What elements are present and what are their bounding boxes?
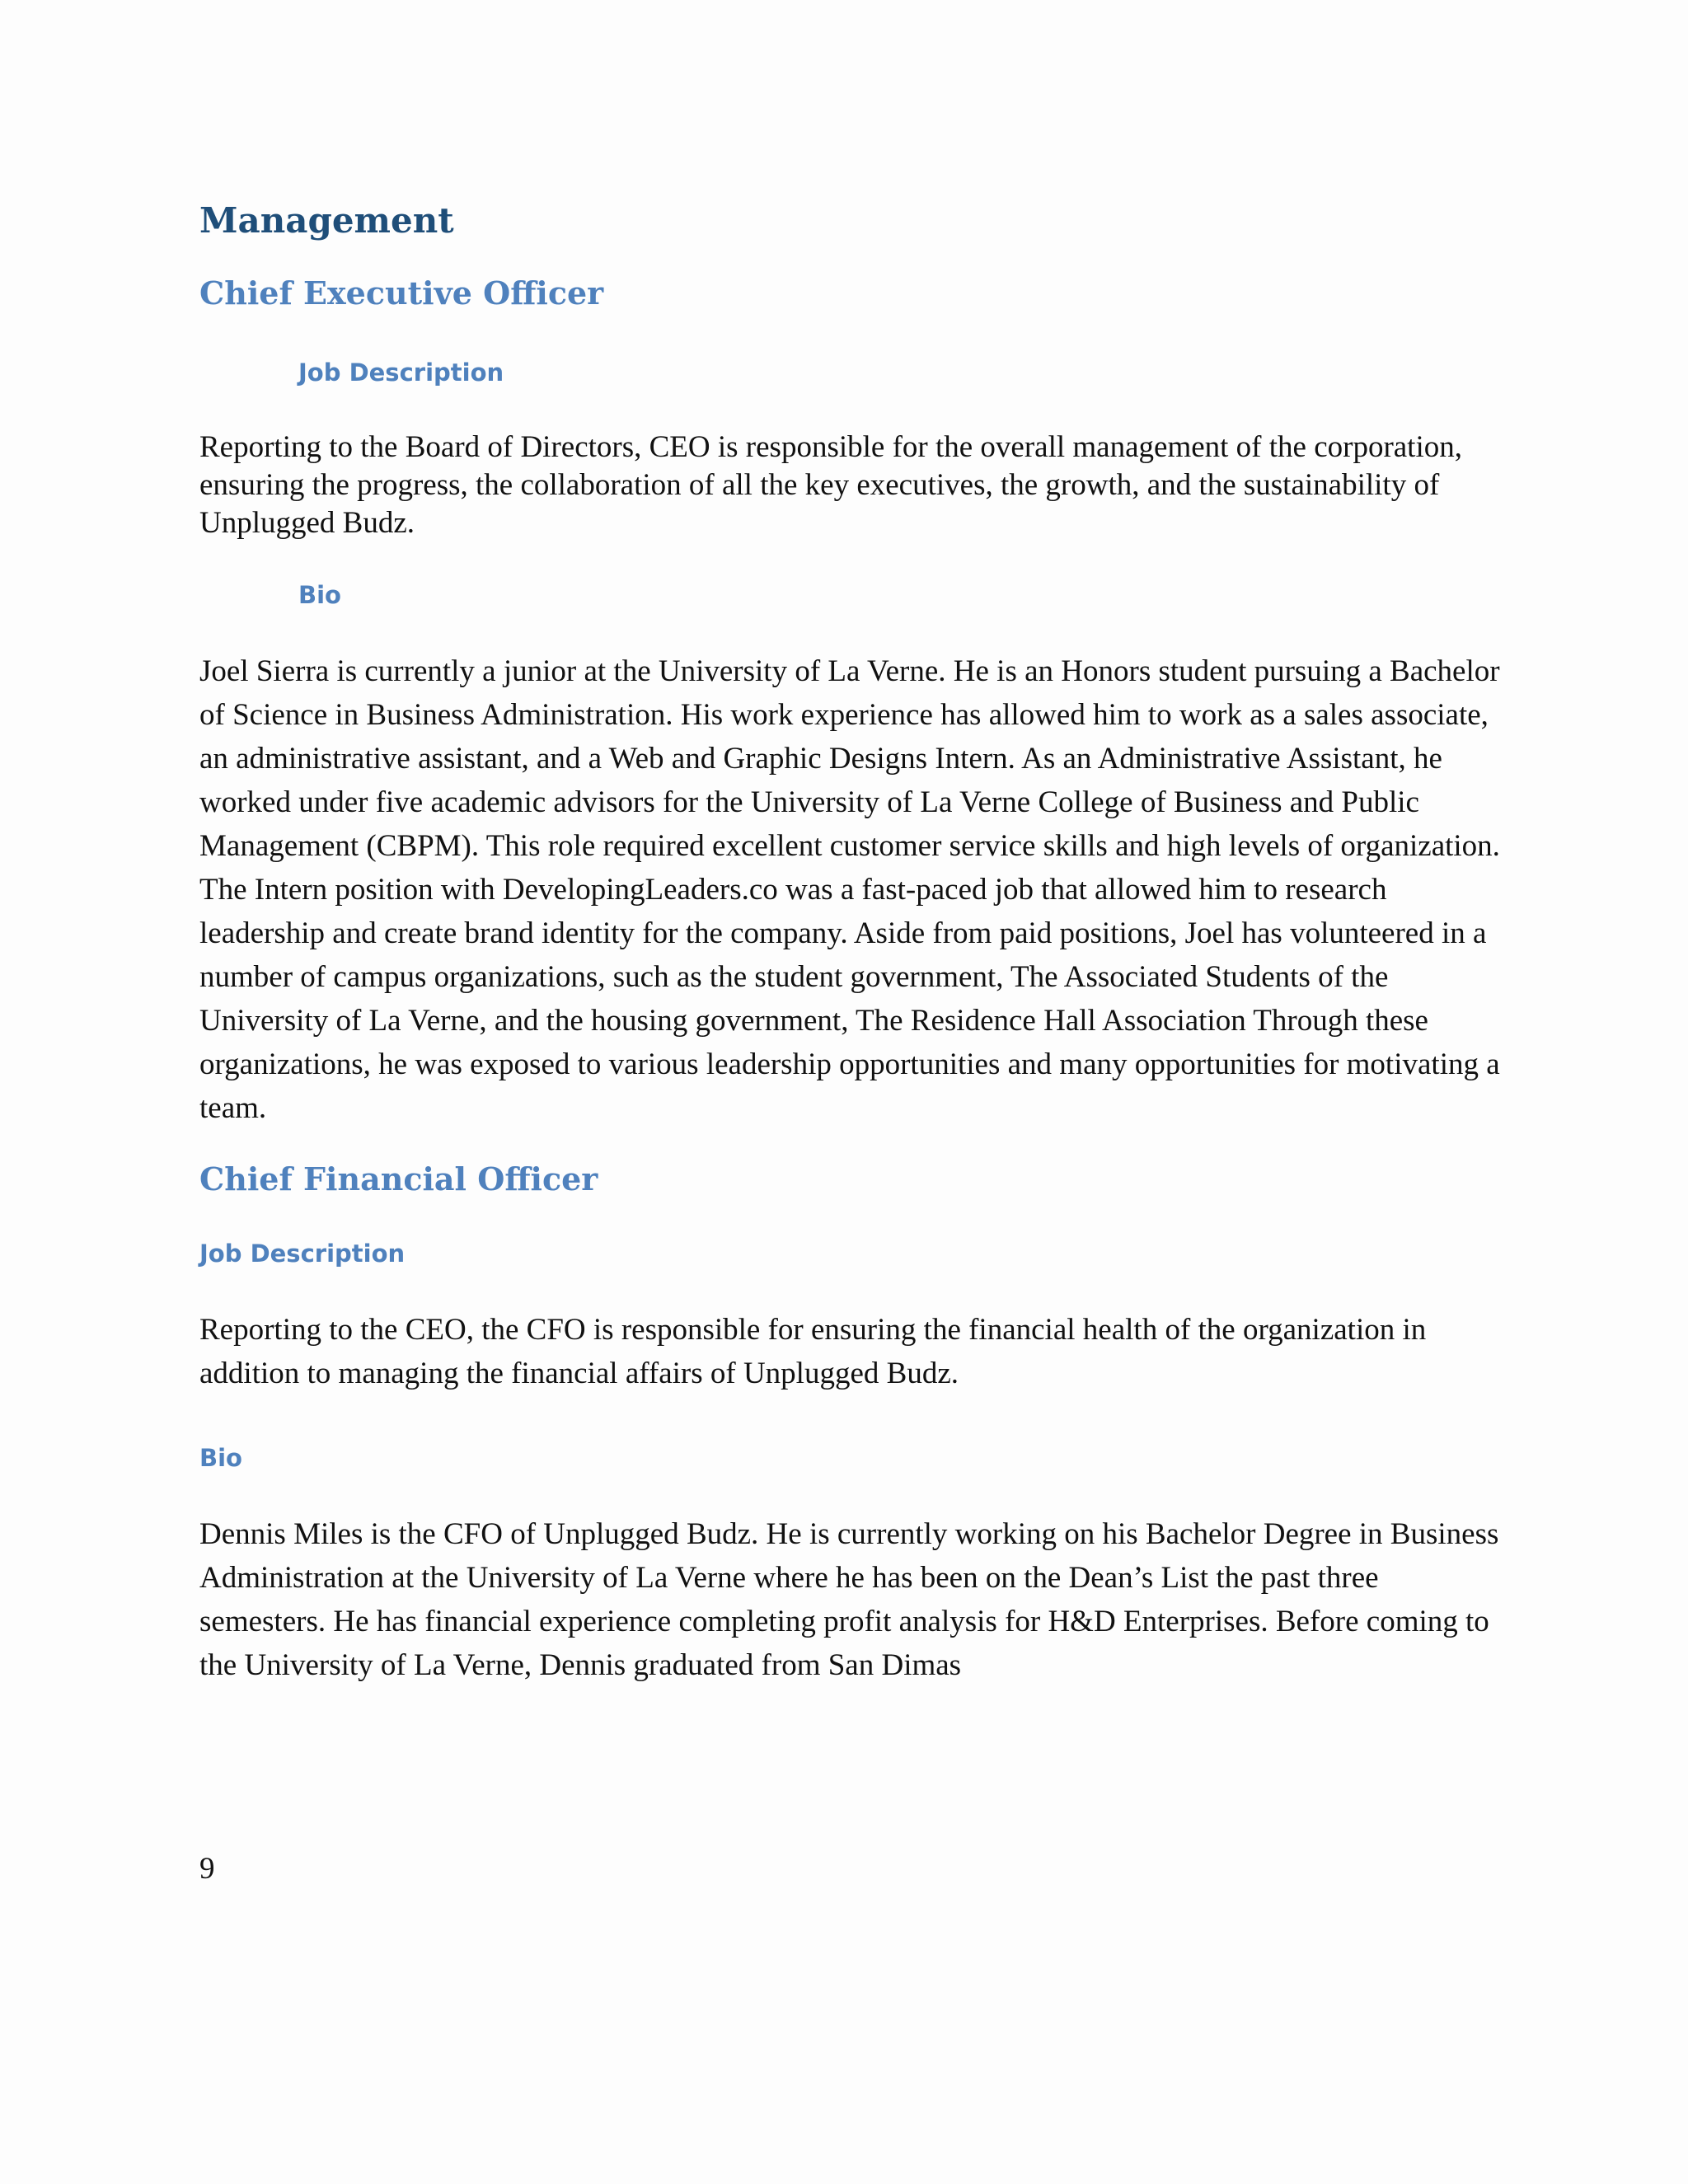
ceo-title: Chief Executive Officer	[199, 274, 604, 312]
cfo-title: Chief Financial Officer	[199, 1160, 598, 1197]
page-content	[199, 190, 1510, 1687]
ceo-job-description-heading: Job Description	[298, 359, 504, 387]
cfo-job-description-heading: Job Description	[199, 1240, 406, 1268]
section-title: Management	[199, 200, 454, 241]
page-number: 9	[199, 1852, 215, 1886]
ceo-bio-text: Joel Sierra is currently a junior at the University of La Verne. He is an Honors student pursuing a Bachelor of Science in Business Administration. His work experience has allowed him to work as a sales associate, an administrative assistant, and a Web and Graphic Designs Intern. As an Administrative Assistant, he worked under five academic advisors for the University of La Verne College of Business and Public Management (CBPM). This role required excellent customer service skills and high levels of organization. The Intern position with DevelopingLeaders.co was a fast-paced job that allowed him to research leadership and create brand identity for the company. Aside from paid positions, Joel has volunteered in a number of campus organizations, such as the student government, The Associated Students of the University of La Verne, and the housing government, The Residence Hall Association Through these organizations, he was exposed to various leadership opportunities and many opportunities for motivating a team.	[199, 654, 1500, 1125]
cfo-bio-heading: Bio	[199, 1444, 242, 1472]
cfo-job-description-text: Reporting to the CEO, the CFO is responsible for ensuring the financial health of the organization in addition to managing the financial affairs of Unplugged Budz.	[199, 1313, 1427, 1390]
ceo-job-description-text: Reporting to the Board of Directors, CEO is responsible for the overall management of the corporation, ensuring the progress, the collaboration of all the key executives, the growth, and the sustainability of Unplugged Budz.	[199, 430, 1462, 540]
cfo-bio-text: Dennis Miles is the CFO of Unplugged Budz. He is currently working on his Bachelor Degree in Business Administration at the University of La Verne where he has been on the Dean’s List the past three semesters. He has financial experience completing profit analysis for H&D Enterprises. Before coming to the University of La Verne, Dennis graduated from San Dimas	[199, 1517, 1499, 1682]
ceo-bio-heading: Bio	[298, 581, 341, 609]
